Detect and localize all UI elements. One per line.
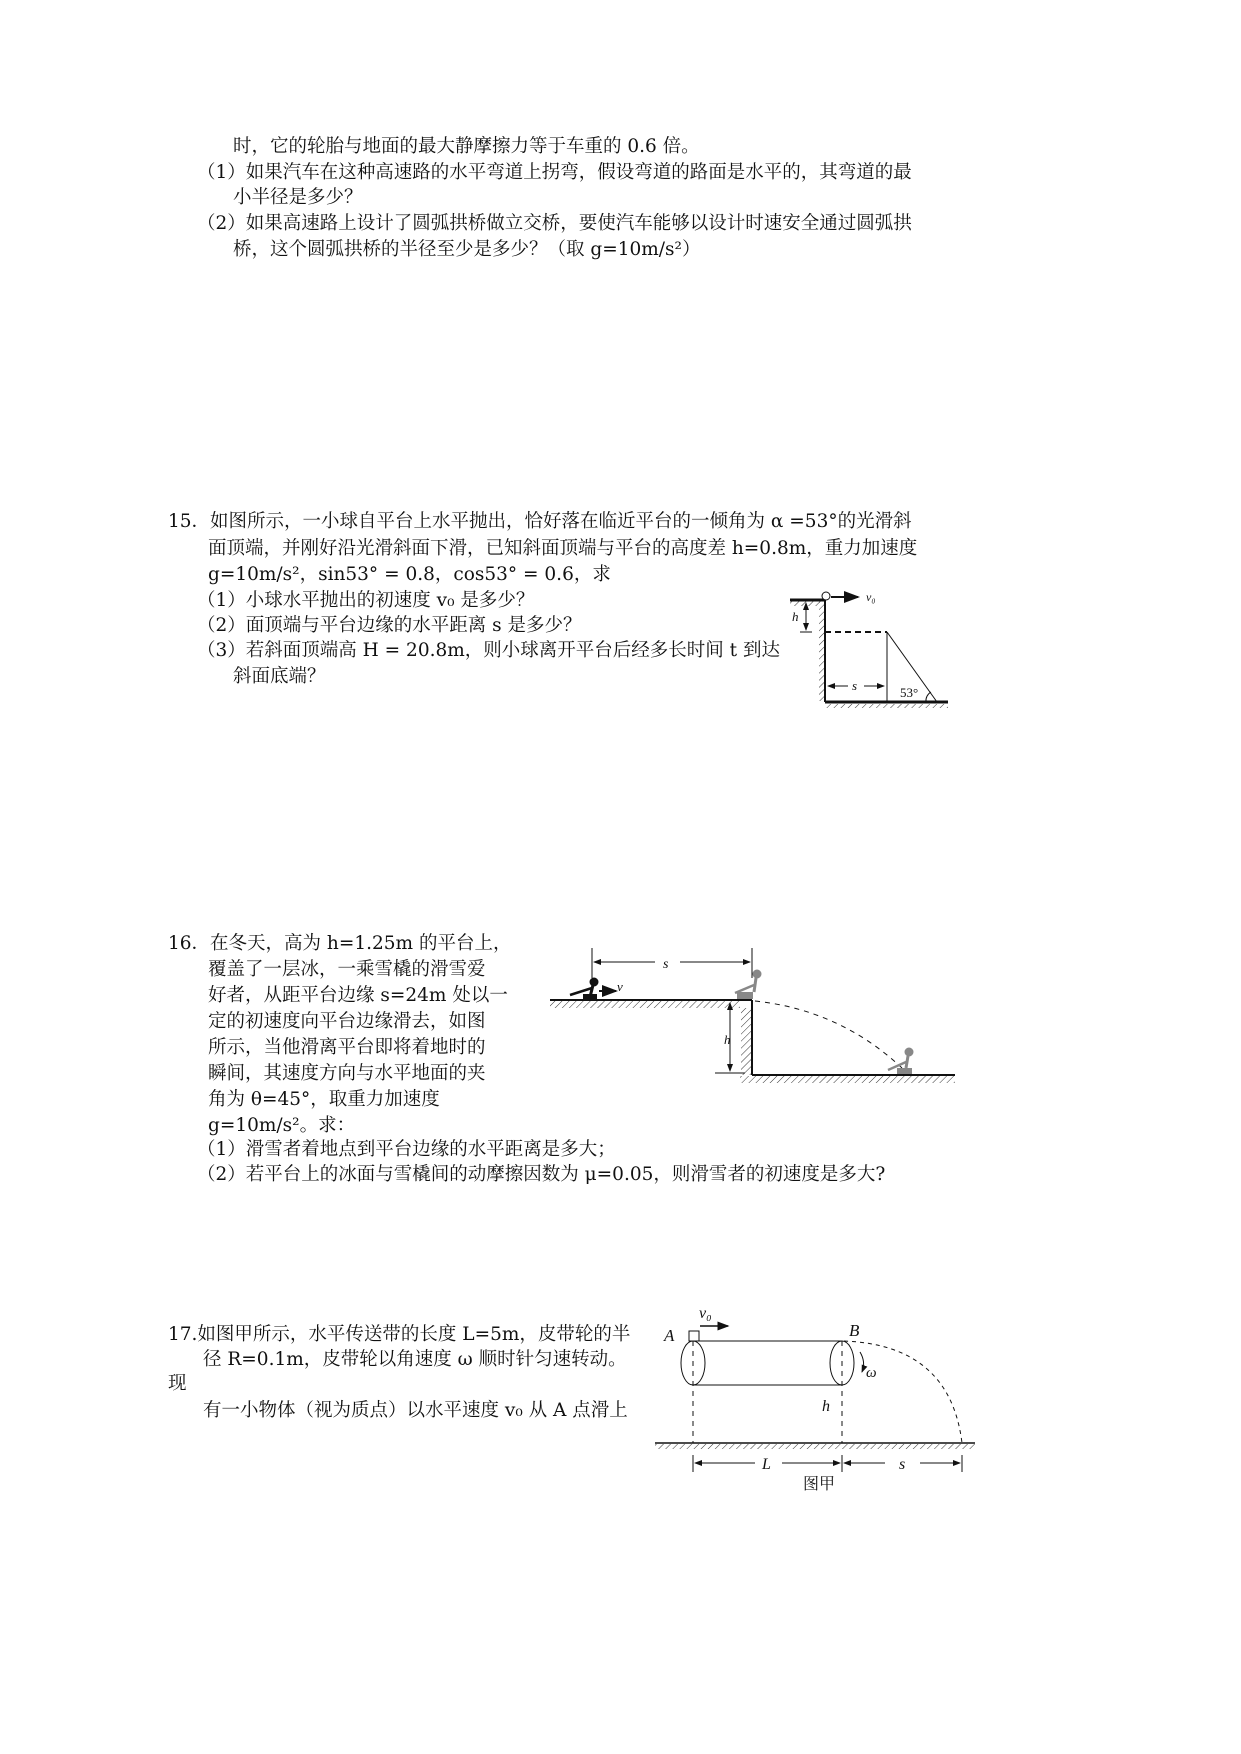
q15-stem: 15．如图所示，一小球自平台上水平抛出，恰好落在临近平台的一倾角为 α =53°的光滑斜 <box>168 511 912 532</box>
q17-line: 有一小物体（视为质点）以水平速度 v₀ 从 A 点滑上 <box>203 1400 628 1421</box>
v0-label: v₀ <box>866 590 876 604</box>
q14-line: 时，它的轮胎与地面的最大静摩擦力等于车重的 0.6 倍。 <box>233 136 700 157</box>
q17-stem: 17.如图甲所示，水平传送带的长度 L=5m，皮带轮的半 <box>168 1324 631 1345</box>
point-b-label: B <box>849 1321 860 1340</box>
figure-caption: 图甲 <box>803 1476 836 1493</box>
q14-line: 小半径是多少？ <box>233 187 363 208</box>
q15-line: 斜面底端？ <box>233 666 326 687</box>
q16-line: 覆盖了一层冰，一乘雪橇的滑雪爱 <box>208 959 486 980</box>
q16-part1: （1）滑雪者着地点到平台边缘的水平距离是多大； <box>197 1139 616 1160</box>
s-label: s <box>899 1456 906 1473</box>
q16-line: 角为 θ=45°，取重力加速度 <box>208 1089 440 1110</box>
q15-line: 面顶端，并刚好沿光滑斜面下滑，已知斜面顶端与平台的高度差 h=0.8m，重力加速度 <box>208 538 918 559</box>
q16-line: 瞬间，其速度方向与水平地面的夹 <box>208 1063 486 1084</box>
h-label: h <box>822 1398 830 1415</box>
omega-label: ω <box>866 1365 877 1381</box>
q16-line: g=10m/s²。求： <box>208 1115 356 1136</box>
skier-edge-icon <box>735 970 761 999</box>
q14-part2: （2）如果高速路上设计了圆弧拱桥做立交桥，要使汽车能够以设计时速安全通过圆弧拱 <box>197 213 912 234</box>
ball-icon <box>822 592 830 600</box>
q16-line: 所示，当他滑离平台即将着地时的 <box>208 1037 486 1058</box>
q17-figure <box>655 1305 975 1493</box>
skier-start-icon <box>570 978 598 999</box>
q14-line: 桥，这个圆弧拱桥的半径至少是多少？（取 g=10m/s²） <box>233 239 701 260</box>
skier-land-icon <box>888 1048 913 1074</box>
q15-figure <box>790 590 948 708</box>
q15-part3: （3）若斜面顶端高 H = 20.8m，则小球离开平台后经多长时间 t 到达 <box>197 640 780 661</box>
q15-part2: （2）面顶端与平台边缘的水平距离 s 是多少？ <box>197 615 582 636</box>
s-label: s <box>852 678 858 693</box>
h-label: h <box>792 609 799 624</box>
h-label: h <box>724 1032 731 1047</box>
v0-label: v₀ <box>699 1305 712 1322</box>
q17-line: 径 R=0.1m，皮带轮以角速度 ω 顺时针匀速转动。 <box>203 1349 627 1370</box>
q17-line: 现 <box>168 1373 187 1394</box>
q16-stem: 16．在冬天，高为 h=1.25m 的平台上， <box>168 933 512 954</box>
point-a-label: A <box>664 1326 675 1345</box>
block-icon <box>689 1331 699 1341</box>
s-label: s <box>663 957 669 972</box>
q16-line: 定的初速度向平台边缘滑去，如图 <box>208 1011 486 1032</box>
q16-part2: （2）若平台上的冰面与雪橇间的动摩擦因数为 μ=0.05，则滑雪者的初速度是多大? <box>197 1164 886 1185</box>
q14-part1: （1）如果汽车在这种高速路的水平弯道上拐弯，假设弯道的路面是水平的，其弯道的最 <box>197 162 912 183</box>
q16-figure <box>550 948 955 1083</box>
q15-line: g=10m/s²，sin53° = 0.8，cos53° = 0.6，求 <box>208 564 611 585</box>
q15-part1: （1）小球水平抛出的初速度 v₀ 是多少？ <box>197 590 535 611</box>
v-label: v <box>617 979 623 994</box>
angle-label: 53° <box>900 685 919 700</box>
l-label: L <box>762 1456 771 1473</box>
q16-line: 好者，从距平台边缘 s=24m 处以一 <box>208 985 508 1006</box>
